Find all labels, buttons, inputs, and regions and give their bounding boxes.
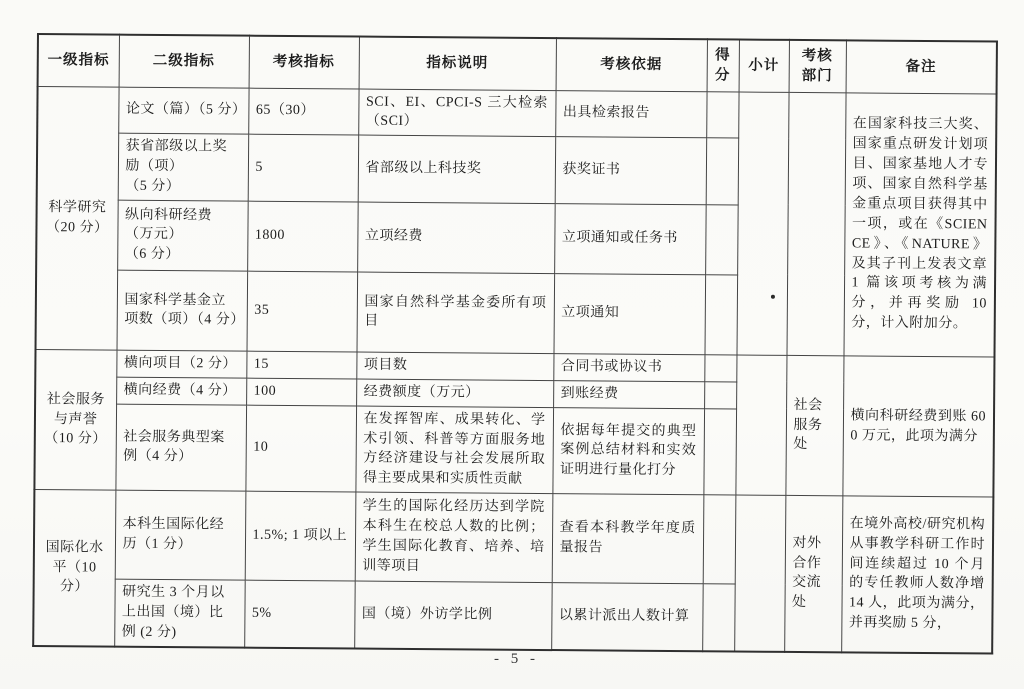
description-cell: 在发挥智库、成果转化、学术引领、科普等方面服务地方经济建设与社会发展所取得主要成果和实质性贡献 xyxy=(355,406,553,494)
subtotal-cell xyxy=(734,495,785,652)
description-cell: 学生的国际化经历达到学院本科生在校总人数的比例；学生国际化教育、培养、培训等项目 xyxy=(355,492,553,583)
target-cell: 100 xyxy=(246,378,356,406)
level2-cell: 纵向科研经费（万元） （6 分） xyxy=(117,200,248,271)
target-cell: 35 xyxy=(247,271,358,352)
description-cell: 立项经费 xyxy=(357,202,555,274)
description-cell: 省部级以上科技奖 xyxy=(358,135,556,203)
department-cell xyxy=(786,92,845,356)
level2-cell: 横向经费（4 分） xyxy=(116,377,246,405)
header-department: 考核 部门 xyxy=(789,40,846,92)
level2-cell: 论文（篇）（5 分） xyxy=(118,87,248,135)
target-cell: 5 xyxy=(248,134,359,201)
level1-cell-research: 科学研究 （20 分） xyxy=(36,86,119,350)
score-cell xyxy=(703,495,736,584)
header-remark: 备注 xyxy=(846,40,997,93)
basis-cell: 出具检索报告 xyxy=(555,90,706,138)
basis-cell: 立项通知 xyxy=(553,273,705,354)
description-cell: 国家自然科学基金委所有项目 xyxy=(357,272,555,354)
level2-cell: 横向项目（2 分） xyxy=(116,350,246,378)
description-cell: 经费额度（万元） xyxy=(356,379,553,407)
score-cell xyxy=(703,408,736,495)
level2-cell: 研究生 3 个月以上出国（境）比例 (2 分) xyxy=(114,579,245,647)
ink-dot-artifact xyxy=(771,294,775,298)
basis-cell: 立项通知或任务书 xyxy=(554,203,706,274)
table-row xyxy=(37,86,996,140)
description-cell: 项目数 xyxy=(356,352,553,380)
remark-cell: 在境外高校/研究机构从事教学科研工作时间连续超过 10 个月的专任教师人数净增 14 人，此项为满分，并再奖励 5 分， xyxy=(841,496,993,653)
target-cell: 10 xyxy=(245,405,356,492)
header-score: 得 分 xyxy=(707,39,739,91)
level2-cell: 社会服务典型案例（4 分） xyxy=(115,404,246,492)
evaluation-table xyxy=(32,33,998,654)
table-row xyxy=(34,490,994,587)
department-cell: 社会服务处 xyxy=(785,355,843,496)
score-cell xyxy=(706,138,739,205)
basis-cell: 查看本科教学年度质量报告 xyxy=(552,494,704,584)
score-cell xyxy=(705,205,738,275)
description-cell: SCI、EI、CPCI-S 三大检索（SCI） xyxy=(358,89,555,137)
score-cell xyxy=(702,584,735,651)
page-number: - 5 - xyxy=(494,651,539,667)
header-subtotal: 小计 xyxy=(739,40,789,92)
remark-cell: 在国家科技三大奖、国家重点研发计划项目、国家基地人才专项、国家自然科学基金重点项目获得其中一项，或在《SCIENCE》、《NATURE》及其子刊上发表文章 1 篇该项考核为满分，并再奖励 10 分，计入附加分。 xyxy=(843,92,996,357)
evaluation-table-wrap xyxy=(32,33,996,654)
header-level1: 一级指标 xyxy=(38,34,119,87)
target-cell: 65（30） xyxy=(248,88,358,136)
target-cell: 5% xyxy=(244,580,355,648)
subtotal-cell xyxy=(735,355,786,496)
score-cell xyxy=(704,275,737,355)
level1-cell-internationalization: 国际化水 平（10 分） xyxy=(33,490,115,647)
level1-cell-social-service: 社会服务 与声誉 （10 分） xyxy=(34,349,116,490)
header-target: 考核指标 xyxy=(249,36,359,89)
remark-cell: 横向科研经费到账 600 万元，此项为满分 xyxy=(842,356,994,497)
header-description: 指标说明 xyxy=(359,37,556,91)
target-cell: 1.5%; 1 项以上 xyxy=(245,491,356,581)
header-basis: 考核依据 xyxy=(556,38,707,91)
department-cell: 对外合作交流处 xyxy=(784,496,842,653)
score-cell xyxy=(706,91,738,138)
target-cell: 15 xyxy=(246,351,356,379)
score-cell xyxy=(704,355,736,382)
level2-cell: 本科生国际化经历（1 分） xyxy=(115,490,246,580)
basis-cell: 到账经费 xyxy=(553,380,704,408)
target-cell: 1800 xyxy=(247,201,358,272)
header-level2: 二级指标 xyxy=(119,35,249,88)
basis-cell: 获奖证书 xyxy=(555,137,707,205)
score-cell xyxy=(704,382,736,409)
description-cell: 国（境）外访学比例 xyxy=(354,581,552,650)
subtotal-cell xyxy=(736,92,788,356)
level2-cell: 获省部级以上奖励（项） （5 分） xyxy=(118,133,249,201)
level2-cell: 国家科学基金立项数（项）（4 分） xyxy=(117,270,248,351)
basis-cell: 依据每年提交的典型案例总结材料和实效证明进行量化打分 xyxy=(552,407,704,495)
basis-cell: 以累计派出人数计算 xyxy=(551,583,703,651)
header-row xyxy=(38,34,997,94)
basis-cell: 合同书或协议书 xyxy=(553,353,704,381)
